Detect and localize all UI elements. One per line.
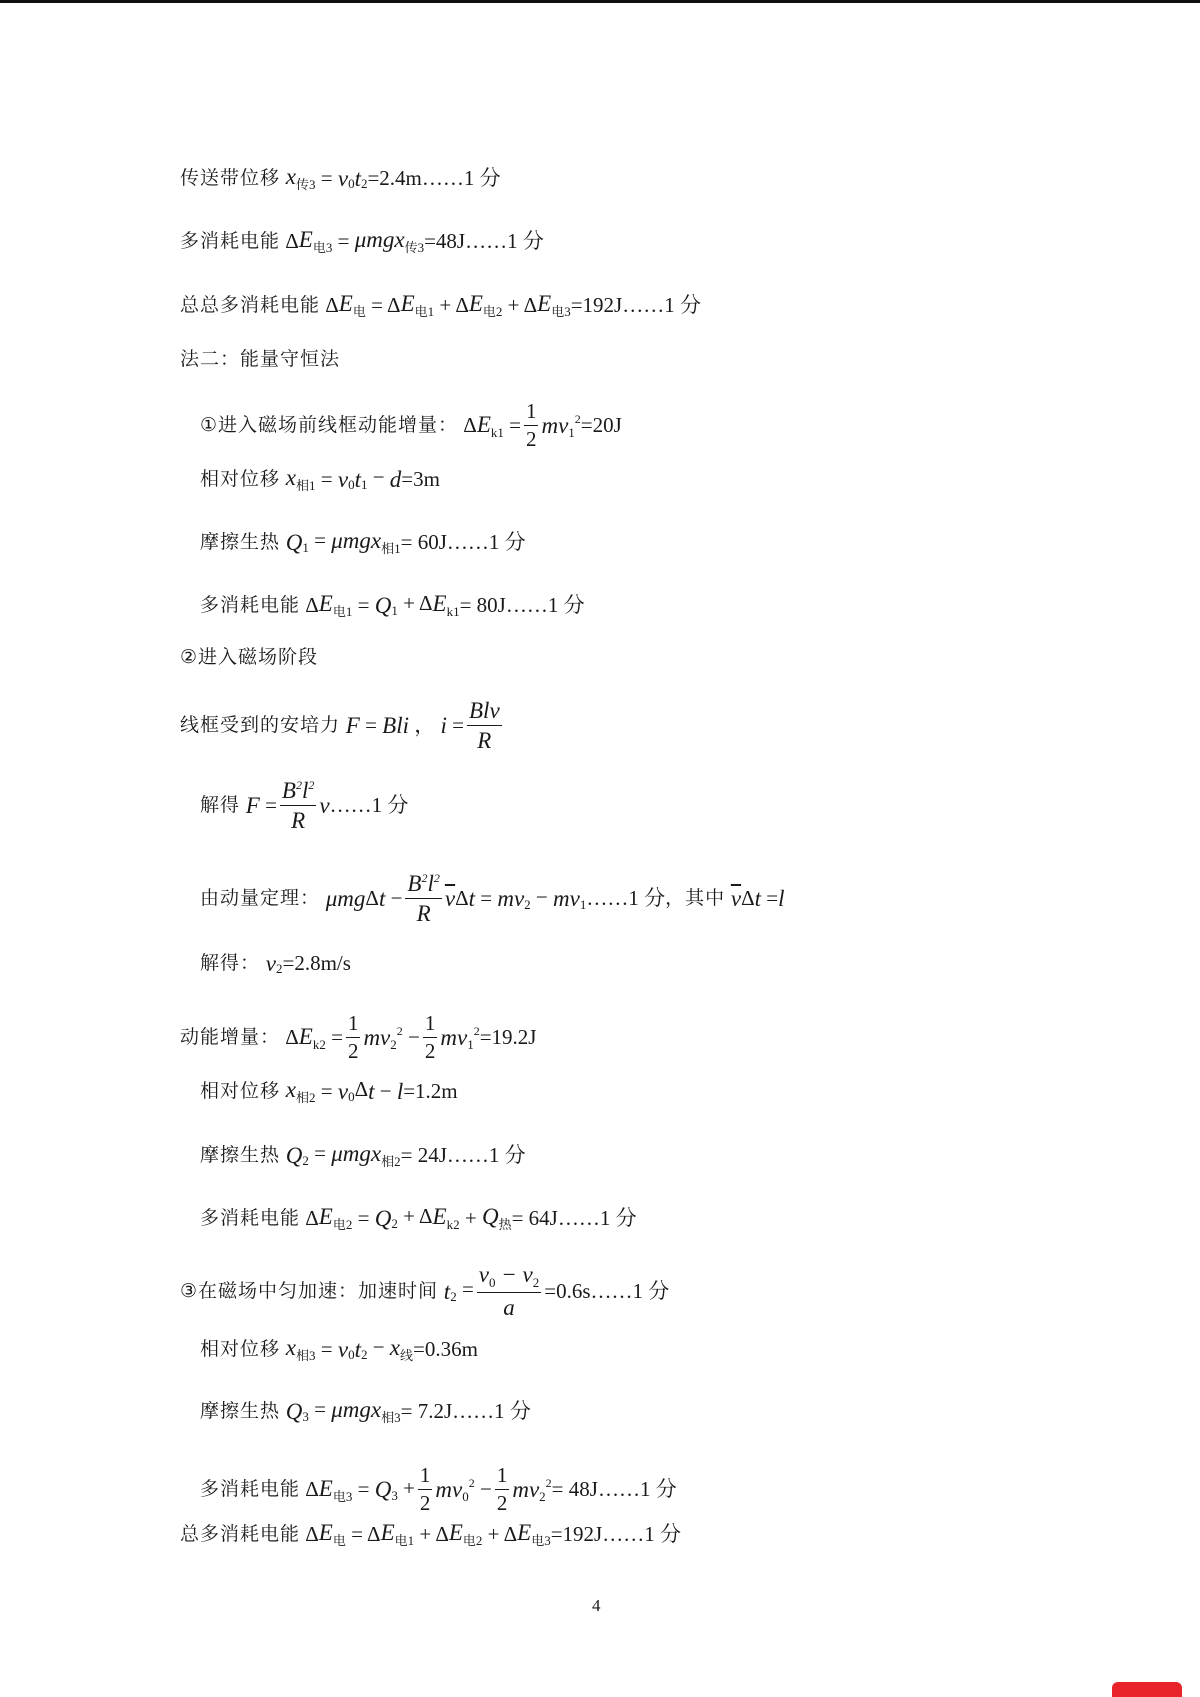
value: =19.2J (479, 1025, 537, 1050)
label: 线框受到的安培力 (180, 714, 341, 737)
value: =48J (424, 228, 466, 253)
line-ampere-force: 线框受到的安培力 F = Bli ， i = $\frac{\text{Blv}}{R}$ (180, 698, 500, 754)
value: =2.8m/s (282, 950, 351, 975)
value: = 64J (511, 1205, 558, 1230)
line-conveyor-displacement: 传送带位移 $x_{传3}$ = v $_0$ t $_2$ =2.4m ……1 分 (180, 164, 501, 192)
value: =3m (401, 466, 440, 491)
label: 多消耗电能 (200, 1478, 301, 1501)
score: ……1 分 (465, 228, 544, 253)
label: 解得： (200, 951, 261, 974)
line-acceleration-time: ③在磁场中匀加速：加速时间 t $_2$ = $\frac{v_0 - v_2}{a}$ =0.6s ……1 分 (180, 1262, 670, 1321)
line-relative-displacement-3: 相对位移 $x_{相3}$ = v $_0$ t $_2$ − $x_线$ =0.36m (200, 1335, 478, 1363)
score: ……1 分 (446, 1142, 526, 1167)
score: ……1 分 (446, 529, 526, 554)
value: =192J (570, 292, 623, 317)
line-extra-energy-3: 多消耗电能 Δ $E_{电3}$ = μmgx$_{传3}$ =48J ……1 分 (180, 227, 544, 255)
line-v2-result: 解得： v $_2$ =2.8m/s (200, 950, 351, 976)
line-total-energy-2: 总多消耗电能 Δ $E_电$ = Δ $E_{电1}$ + Δ $E_{电2}$ + Δ $E_{电3}$ =192J ……1 分 (180, 1520, 681, 1548)
method-two-heading: 法二：能量守恒法 (180, 348, 341, 370)
line-kinetic-increase-1: ①进入磁场前线框动能增量： Δ $E_{k1}$ = $\frac{1}{2}$ mv $_1^2$ =20J (200, 399, 622, 452)
line-extra-energy-1: 多消耗电能 Δ $E_{电1}$ = Q $_1$ + Δ $E_{k1}$ = 80J ……1 分 (200, 591, 585, 619)
label: 由动量定理： (200, 887, 321, 910)
label: 动能增量： (180, 1026, 281, 1049)
score: ……1 分 (505, 592, 585, 617)
label: 多消耗电能 (200, 1206, 301, 1229)
line-friction-heat-3: 摩擦生热 Q $_3$ = μmgx$_{相3}$ = 7.2J ……1 分 (200, 1397, 531, 1425)
label: 摩擦生热 (200, 530, 281, 553)
line-friction-heat-1: 摩擦生热 Q $_1$ = μmgx$_{相1}$ = 60J ……1 分 (200, 528, 526, 556)
value: =192J (550, 1521, 603, 1546)
value: =2.4m (367, 165, 422, 190)
label: ①进入磁场前线框动能增量： (200, 414, 459, 437)
value: =0.6s (544, 1278, 591, 1303)
value: = 48J (551, 1477, 598, 1502)
label: 相对位移 (200, 467, 281, 490)
value: = 24J (400, 1142, 447, 1167)
value: = 80J (459, 592, 506, 617)
score: ……1 分 (597, 1477, 677, 1502)
value: = 60J (400, 529, 447, 554)
line-friction-heat-2: 摩擦生热 Q $_2$ = μmgx$_{相2}$ = 24J ……1 分 (200, 1141, 526, 1169)
value: = 7.2J (400, 1398, 453, 1423)
score: ……1 分 (602, 1521, 681, 1546)
stage-two-heading: ②进入磁场阶段 (180, 646, 319, 668)
value: =20J (580, 413, 622, 438)
line-extra-energy-2: 多消耗电能 Δ $E_{电2}$ = Q $_2$ + Δ $E_{k2}$ + $Q_热$ = 64J ……1 分 (200, 1204, 637, 1232)
label: 传送带位移 (180, 166, 281, 189)
line-kinetic-increase-2: 动能增量： Δ $E_{k2}$ = $\frac{1}{2}$ mv $_2^2$ − $\frac{1}{2}$ mv $_1^2$ =19.2J (180, 1011, 537, 1064)
line-relative-displacement-2: 相对位移 $x_{相2}$ = v $_0$Δ t − l =1.2m (200, 1077, 458, 1105)
label: 总多消耗电能 (180, 1522, 301, 1545)
score: ……1 分 (452, 1398, 531, 1423)
label: 摩擦生热 (200, 1399, 281, 1422)
line-force-result: 解得 F = $\frac{B^2l^2}{R}$ v ……1 分 (200, 778, 409, 834)
line-extra-energy-3b: 多消耗电能 Δ $E_{电3}$ = Q $_3$ + $\frac{1}{2}$ mv $_0^2$ − $\frac{1}{2}$ mv $_2^2$ = 48J ……1 分 (200, 1463, 677, 1516)
page-top-border (0, 0, 1200, 3)
score: ……1 分 (586, 886, 666, 911)
label: 相对位移 (200, 1079, 281, 1102)
label: 多消耗电能 (180, 229, 281, 252)
score: ……1 分 (329, 793, 409, 818)
score: ……1 分 (421, 165, 501, 190)
label: 相对位移 (200, 1337, 281, 1360)
value: =1.2m (403, 1078, 458, 1103)
score: ……1 分 (622, 292, 701, 317)
page-number: 4 (592, 1596, 601, 1615)
label: 多消耗电能 (200, 593, 301, 616)
line-total-energy: 总总多消耗电能 Δ $E_电$ = Δ $E_{电1}$ + Δ $E_{电2}$ + Δ $E_{电3}$ =192J ……1 分 (180, 291, 701, 319)
score: ……1 分 (557, 1205, 637, 1230)
line-momentum-theorem: 由动量定理： μmg Δ t − $\frac{B^2l^2}{R}$ $\overline{v}$ Δ t = mv $_2$ − mv $_1$ ……1 分 ，其中 $\overline{v}$ Δ t = l (200, 871, 785, 927)
line-relative-displacement-1: 相对位移 $x_{相1}$ = v $_0$ t $_1$ − d =3m (200, 465, 440, 493)
red-stamp-mark (1112, 1682, 1182, 1697)
value: =0.36m (413, 1336, 478, 1361)
label: 摩擦生热 (200, 1143, 281, 1166)
label: ③在磁场中匀加速：加速时间 (180, 1279, 439, 1302)
subscript: 传3 (295, 177, 316, 192)
label: 解得 (200, 794, 241, 817)
score: ……1 分 (590, 1278, 670, 1303)
label: 总总多消耗电能 (180, 293, 321, 316)
